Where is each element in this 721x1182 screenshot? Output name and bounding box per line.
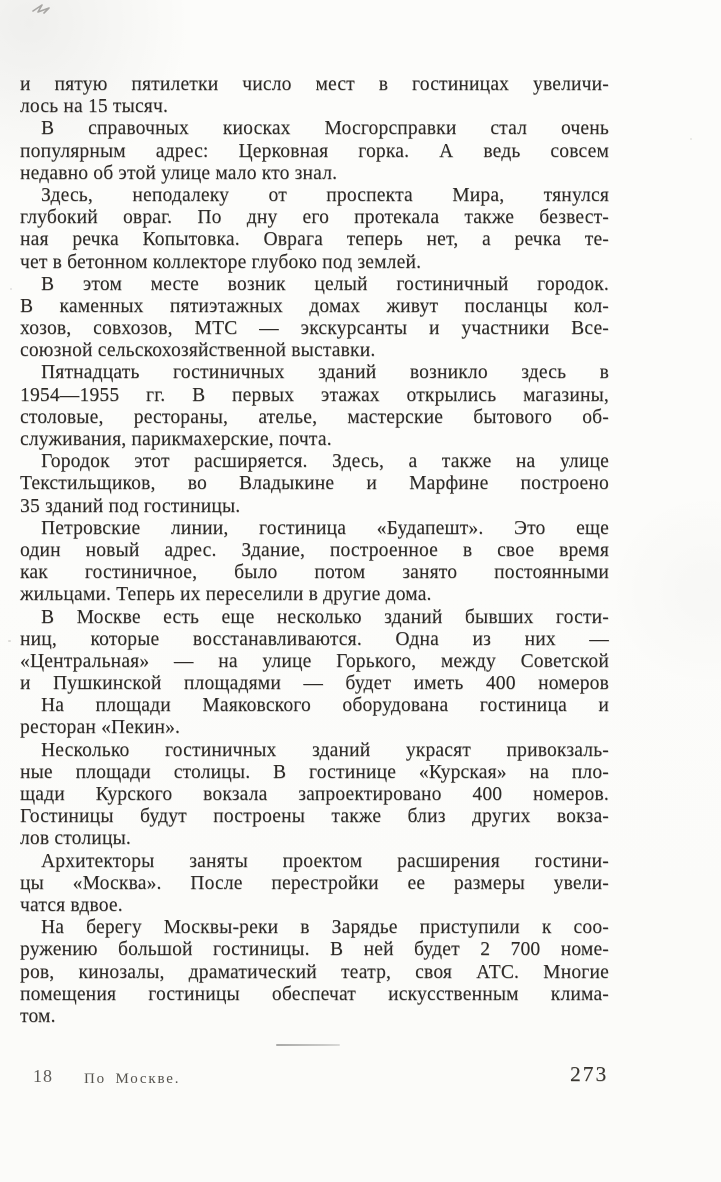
text-line: ные площади столицы. В гостинице «Курская» на пло-	[20, 761, 609, 783]
text-line: На площади Маяковского оборудована гостиница и	[41, 695, 609, 717]
text-line: и пятую пятилетки число мест в гостиницах увеличи-	[20, 74, 609, 95]
text-line: ниц, которые восстанавливаются. Одна из них —	[20, 628, 609, 650]
text-line: На берегу Москвы-реки в Зарядье приступили к соо-	[41, 917, 609, 939]
text-line: Здесь, неподалеку от проспекта Мира, тянулся	[41, 184, 609, 206]
text-line: Несколько гостиничных зданий украсят привокзаль-	[41, 739, 609, 761]
text-line: помещения гостиницы обеспечат искусственным клима-	[20, 983, 609, 1005]
paragraph	[20, 118, 609, 185]
text-line: Текстильщиков, во Владыкине и Марфине построено	[20, 473, 609, 495]
text-line: цы «Москва». После перестройки ее размеры увели-	[20, 872, 609, 894]
text-line: «Центральная» — на улице Горького, между Советской	[20, 650, 609, 672]
pencil-mark-icon	[30, 2, 58, 20]
text-line: В справочных киосках Мосгорсправки стал очень	[41, 118, 609, 140]
text-line: В каменных пятиэтажных домах живут посланцы кол-	[20, 295, 609, 317]
paragraph	[20, 74, 609, 118]
scan-speck	[10, 288, 12, 290]
paragraph	[20, 917, 609, 1028]
text-line: лов столицы.	[20, 828, 131, 850]
text-line: служивания, парикмахерские, почта.	[20, 429, 332, 450]
footer-signature-number: 18	[33, 1066, 53, 1086]
text-line: ная речка Копытовка. Оврага теперь нет, а речка те-	[20, 229, 609, 251]
text-line: Городок этот расширяется. Здесь, а также на улице	[41, 451, 609, 473]
text-line: как гостиничное, было потом занято постоянными	[20, 562, 609, 584]
paragraph	[20, 607, 609, 696]
paragraph	[20, 740, 609, 851]
paragraph	[20, 851, 609, 918]
text-line: жильцами. Теперь их переселили в другие дома.	[20, 584, 432, 606]
text-line: лось на 15 тысяч.	[20, 96, 169, 118]
paragraph	[20, 274, 609, 363]
text-line: глубокий овраг. По дну его протекала также безвест-	[20, 207, 609, 229]
text-line: ресторан «Пекин».	[20, 717, 181, 739]
scan-speck	[690, 138, 692, 140]
text-line: столовые, рестораны, ателье, мастерские бытового об-	[20, 406, 609, 428]
paragraph	[20, 185, 609, 274]
text-line: популярным адрес: Церковная горка. А ведь совсем	[20, 140, 609, 162]
text-line: недавно об этой улице мало кто знал.	[20, 162, 338, 184]
footer-book-title: По Москве.	[84, 1071, 181, 1087]
text-line: 35 зданий под гостиницы.	[20, 495, 241, 517]
text-line: 1954—1955 гг. В первых этажах открылись магазины,	[20, 384, 609, 406]
text-line: том.	[20, 1005, 56, 1027]
text-line: и Пушкинской площадями — будет иметь 400 номеров	[20, 673, 609, 695]
text-line: один новый адрес. Здание, построенное в свое время	[20, 539, 609, 561]
text-line: Петровские линии, гостиница «Будапешт». Это еще	[41, 517, 609, 539]
text-line: щади Курского вокзала запроектировано 400 номеров.	[20, 784, 609, 805]
paragraph	[20, 362, 609, 451]
text-line: чатся вдвое.	[20, 894, 123, 916]
text-line: ров, кинозалы, драматический театр, своя АТС. Многие	[20, 961, 609, 983]
text-line: В этом месте возник целый гостиничный городок.	[41, 273, 609, 295]
page-text	[20, 74, 609, 1028]
text-line: Гостиницы будут построены также близ других вокза-	[20, 806, 609, 828]
text-line: Пятнадцать гостиничных зданий возникло здесь в	[41, 362, 609, 384]
text-line: хозов, совхозов, МТС — экскурсанты и участники Все-	[20, 318, 609, 340]
text-line: союзной сельскохозяйственной выставки.	[20, 340, 376, 362]
text-line: ружению большой гостиницы. В ней будет 2 700 номе-	[20, 939, 609, 961]
text-line: В Москве есть еще несколько зданий бывших гости-	[41, 606, 609, 628]
page-number: 273	[570, 1062, 609, 1086]
paragraph	[20, 518, 609, 607]
paragraph	[20, 451, 609, 518]
footer-divider	[276, 1044, 340, 1046]
text-line: Архитекторы заняты проектом расширения гостини-	[41, 850, 609, 872]
text-line: чет в бетонном коллекторе глубоко под землей.	[20, 251, 422, 273]
scan-speck	[8, 640, 11, 642]
paragraph	[20, 695, 609, 739]
